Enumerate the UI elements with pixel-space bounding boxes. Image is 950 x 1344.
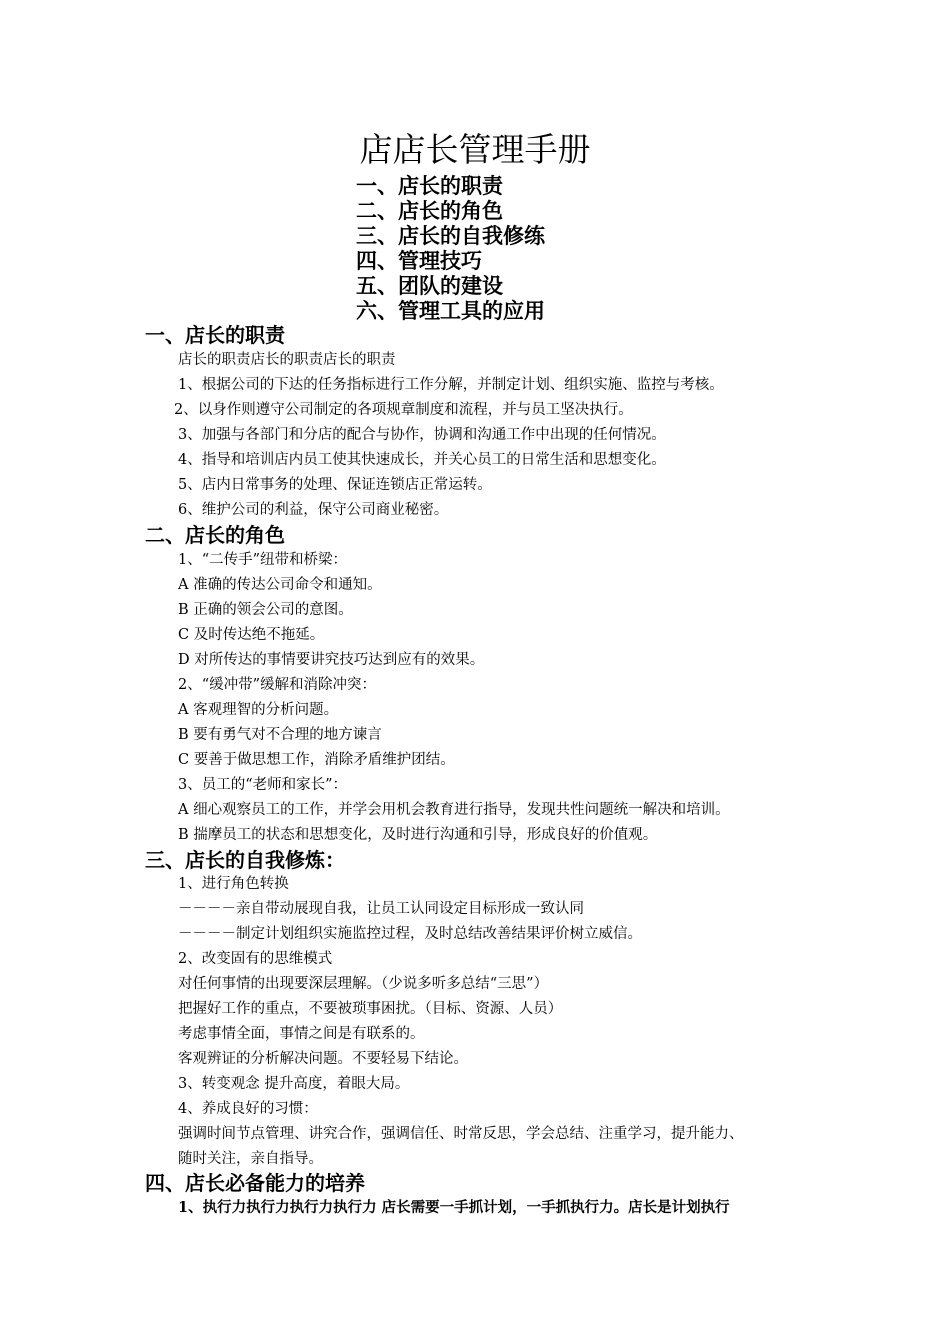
paragraph-line: 强调时间节点管理、讲究合作，强调信任、时常反思，学会总结、注重学习，提升能力、: [178, 1126, 744, 1142]
toc-item: 三、店长的自我修练: [356, 224, 545, 248]
paragraph-line: 1、根据公司的下达的任务指标进行工作分解，并制定计划、组织实施、监控与考核。: [178, 377, 724, 393]
paragraph-line: 4、指导和培训店内员工使其快速成长，并关心员工的日常生活和思想变化。: [178, 452, 666, 468]
document-title: 店店长管理手册: [359, 130, 591, 169]
section-heading: 二、店长的角色: [145, 523, 285, 547]
paragraph-line: 2、以身作则遵守公司制定的各项规章制度和流程，并与员工坚决执行。: [174, 402, 633, 418]
paragraph-line: 2、改变固有的思维模式: [178, 951, 333, 967]
paragraph-line: B 正确的领会公司的意图。: [178, 602, 353, 618]
toc-item: 六、管理工具的应用: [356, 299, 545, 323]
section-heading: 三、店长的自我修炼：: [145, 848, 345, 872]
toc-item: 五、团队的建设: [356, 274, 503, 298]
paragraph-line: B 要有勇气对不合理的地方谏言: [178, 727, 382, 743]
toc-item: 一、店长的职责: [356, 174, 503, 198]
paragraph-line: －－－－制定计划组织实施监控过程，及时总结改善结果评价树立威信。: [178, 926, 642, 942]
section-heading: 四、店长必备能力的培养: [145, 1171, 365, 1195]
paragraph-line: C 要善于做思想工作，消除矛盾维护团结。: [178, 752, 455, 768]
paragraph-line: 对任何事情的出现要深层理解。（少说多听多总结“三思”）: [178, 976, 549, 992]
paragraph-line: A 细心观察员工的工作，并学会用机会教育进行指导，发现共性问题统一解决和培训。: [178, 802, 730, 818]
table-of-contents: [356, 174, 545, 324]
paragraph-line: A 准确的传达公司命令和通知。: [178, 577, 382, 593]
paragraph-line: C 及时传达绝不拖延。: [178, 627, 325, 643]
paragraph-line: 3、转变观念 提升高度，着眼大局。: [178, 1076, 410, 1092]
paragraph-line: 1、执行力执行力执行力执行力 店长需要一手抓计划，一手抓执行力。店长是计划执行: [178, 1199, 730, 1216]
paragraph-line: 6、维护公司的利益，保守公司商业秘密。: [178, 502, 449, 518]
paragraph-line: 随时关注，亲自指导。: [178, 1151, 323, 1167]
paragraph-line: 1、进行角色转换: [178, 876, 289, 892]
paragraph-line: D 对所传达的事情要讲究技巧达到应有的效果。: [178, 652, 485, 668]
toc-item: 二、店长的角色: [356, 199, 503, 223]
paragraph-line: 店长的职责店长的职责店长的职责: [178, 352, 396, 368]
toc-item: 四、管理技巧: [356, 249, 482, 273]
paragraph-line: B 揣摩员工的状态和思想变化，及时进行沟通和引导，形成良好的价值观。: [178, 827, 658, 843]
paragraph-line: A 客观理智的分析问题。: [178, 702, 339, 718]
section-heading: 一、店长的职责: [145, 323, 285, 347]
paragraph-line: 考虑事情全面，事情之间是有联系的。: [178, 1026, 425, 1042]
paragraph-line: 2、“缓冲带”缓解和消除冲突：: [178, 677, 377, 693]
paragraph-line: 5、店内日常事务的处理、保证连锁店正常运转。: [178, 477, 492, 493]
paragraph-line: 1、“二传手”纽带和桥梁：: [178, 552, 348, 568]
paragraph-line: 客观辨证的分析解决问题。不要轻易下结论。: [178, 1051, 468, 1067]
paragraph-line: 把握好工作的重点，不要被琐事困扰。（目标、资源、人员）: [178, 1001, 563, 1017]
paragraph-line: 4、养成良好的习惯：: [178, 1101, 318, 1117]
paragraph-line: 3、员工的“老师和家长”：: [178, 777, 348, 793]
paragraph-line: 3、加强与各部门和分店的配合与协作，协调和沟通工作中出现的任何情况。: [178, 427, 666, 443]
paragraph-line: －－－－亲自带动展现自我，让员工认同设定目标形成一致认同: [178, 901, 584, 917]
